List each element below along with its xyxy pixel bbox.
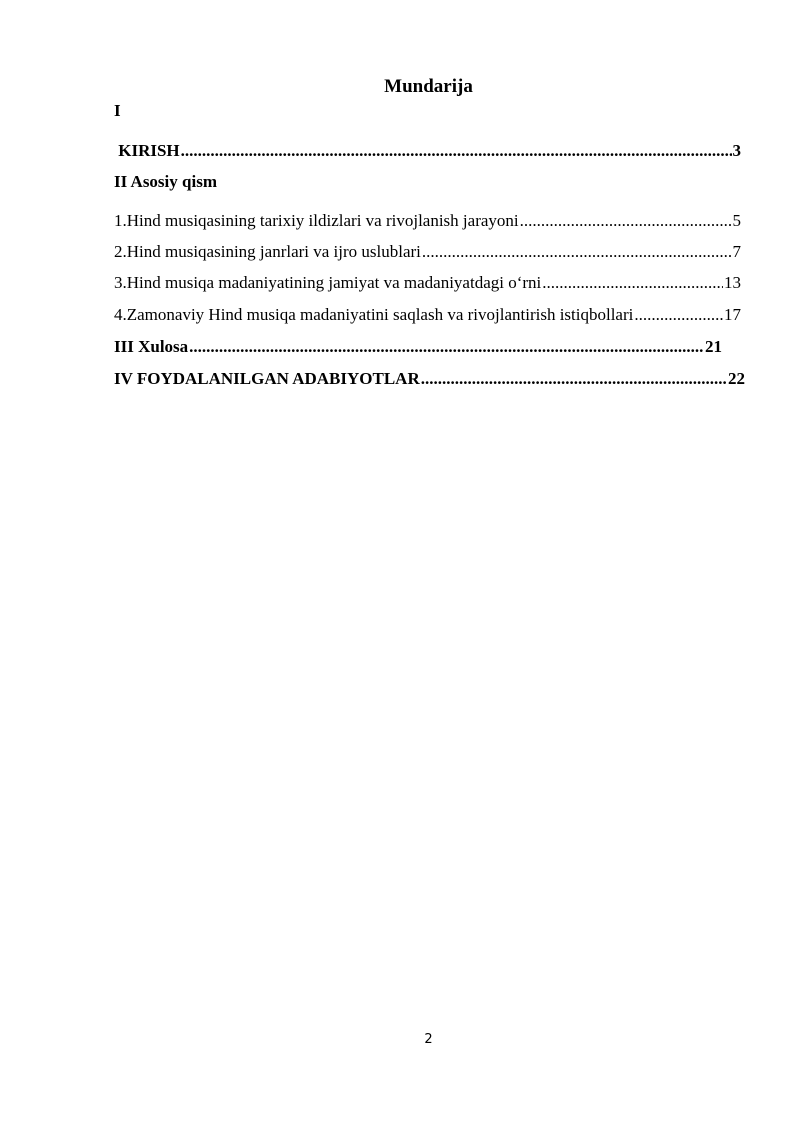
toc-leader-dots — [181, 141, 732, 161]
toc-leader-dots — [542, 273, 723, 293]
toc-entry-label: 1.Hind musiqasining tarixiy ildizlari va rivojlanish jarayoni — [114, 211, 519, 230]
page-number: 2 — [424, 1032, 433, 1047]
toc-entry-label: 4.Zamonaviy Hind musiqa madaniyatini saqlash va rivojlantirish istiqbollari — [114, 305, 634, 324]
toc-entry-page: 22 — [728, 369, 745, 388]
toc-entry-page: 3 — [732, 141, 741, 160]
toc-leader-dots — [189, 337, 704, 357]
page-title: Mundarija — [384, 76, 473, 97]
toc-entry-2[interactable] — [114, 242, 741, 262]
toc-entry-label: 2.Hind musiqasining janrlari va ijro uslublari — [114, 242, 421, 261]
toc-entry-page: 17 — [724, 305, 741, 324]
toc-entry-page: 13 — [724, 273, 741, 292]
toc-entry-3[interactable] — [114, 273, 741, 293]
toc-leader-dots — [422, 242, 732, 262]
toc-entry-4[interactable] — [114, 305, 741, 325]
toc-leader-dots — [634, 305, 723, 325]
toc-entry-references[interactable] — [114, 369, 745, 389]
toc-entry-conclusion[interactable] — [114, 337, 722, 357]
toc-entry-label: KIRISH — [114, 141, 180, 160]
toc-entry-page: 7 — [732, 242, 741, 261]
toc-entry-label: IV FOYDALANILGAN ADABIYOTLAR — [114, 369, 420, 388]
toc-entry-label: 3.Hind musiqa madaniyatining jamiyat va madaniyatdagi o‘rni — [114, 273, 542, 292]
toc-entry-page: 21 — [705, 337, 722, 356]
toc-entry-page: 5 — [732, 211, 741, 230]
toc-entry-1[interactable] — [114, 211, 741, 231]
toc-entry-intro[interactable] — [114, 141, 741, 161]
toc-entry-label: III Xulosa — [114, 337, 189, 356]
toc-leader-dots — [421, 369, 727, 389]
section-numeral-i: I — [114, 101, 121, 120]
section-heading-main: II Asosiy qism — [114, 172, 217, 191]
toc-leader-dots — [520, 211, 732, 231]
